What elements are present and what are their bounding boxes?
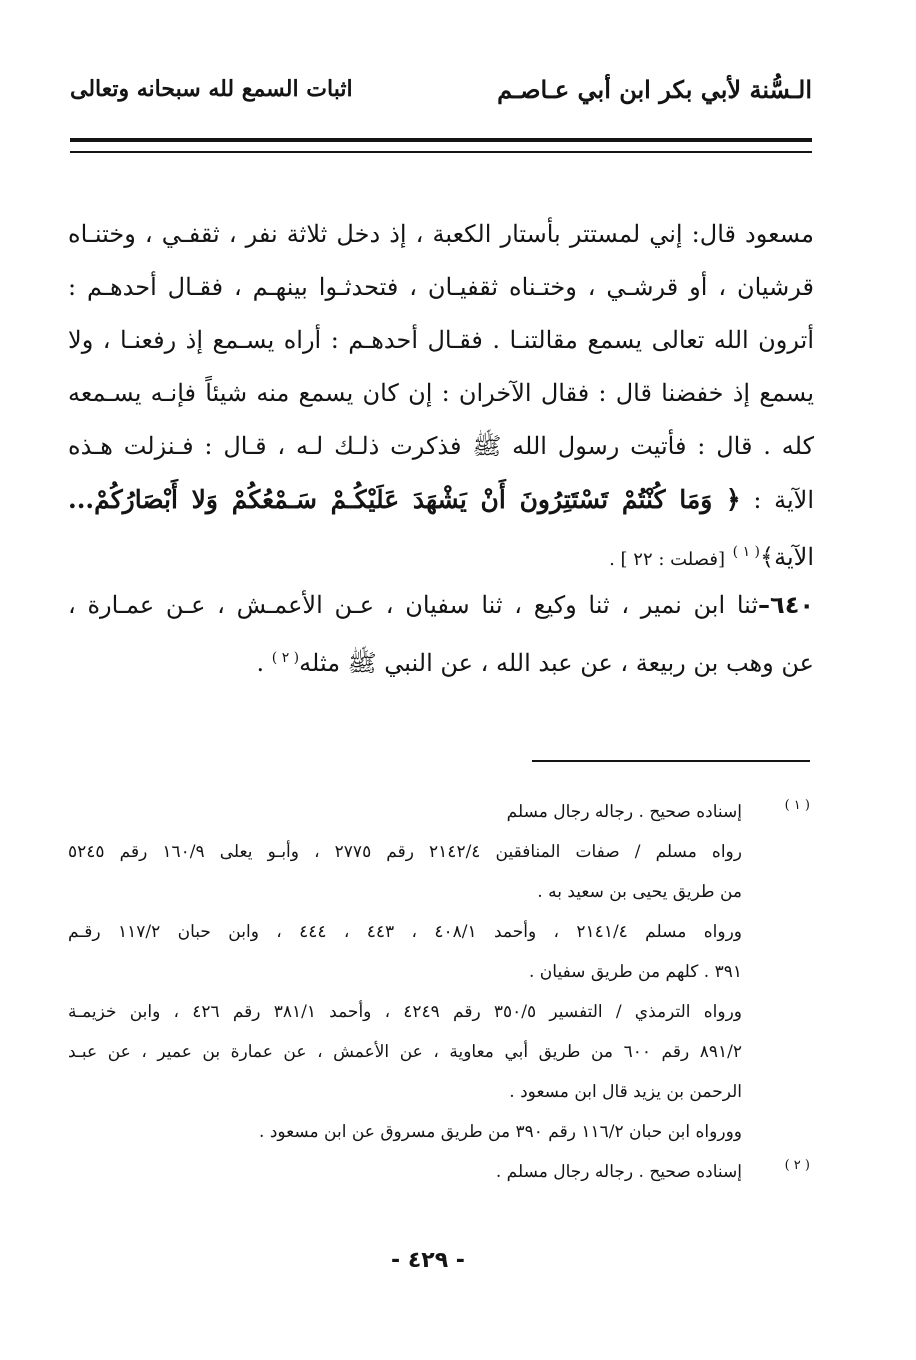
footnote-ref-1[interactable]: ( ١ ) [732, 544, 761, 560]
quran-verse: ﴿ وَمَا كُنْتُمْ تَسْتَتِرُونَ أَنْ يَشْهَدَ عَلَيْكُـمْ سَـمْعُكُمْ وَلا أَبْصَارُكُمْ... [68, 485, 741, 514]
footnote-2 [68, 1152, 814, 1192]
footnote-line: ٨٩١/٢ رقم ٦٠٠ من طريق أبي معاوية ، عن الأعمش ، عن عمارة بن عمير ، عن عبـد [68, 1042, 742, 1062]
chapter-title: اثبات السمع لله سبحانه وتعالى [70, 76, 353, 102]
verse-citation: [فصلت : ٢٢ ] . [609, 549, 726, 570]
hadith-text-end: عن وهب بن ربيعة ، عن عبد الله ، عن النبي ﷺ مثله [299, 649, 814, 677]
verse-intro: الآية : [753, 486, 814, 514]
verse-end-line [68, 526, 814, 579]
text-line: كله . قال : فأتيت رسول الله ﷺ فذكرت ذلـك لـه ، قـال : فـنزلت هـذه [68, 432, 814, 460]
running-header [70, 64, 812, 114]
footnote-line: ورواه الترمذي / التفسير ٣٥٠/٥ رقم ٤٢٤٩ ، وأحمد ٣٨١/١ رقم ٤٢٦ ، وابن خزيمـة [68, 1002, 742, 1022]
footnote-line: إسناده صحيح . رجاله رجال مسلم [506, 802, 742, 822]
hadith-dash: – [758, 591, 771, 619]
verse-line [68, 473, 814, 526]
footnote-line: الرحمن بن يزيد قال ابن مسعود . [509, 1082, 742, 1102]
footnote-separator [532, 760, 810, 762]
page-number: - ٤٢٩ - [391, 1248, 465, 1273]
footnote-line: إسناده صحيح . رجاله رجال مسلم . [495, 1162, 742, 1182]
footnote-marker: ( ٢ ) [784, 1158, 810, 1173]
verse-end: الآية﴾ [760, 543, 814, 571]
header-rule-thin [70, 151, 812, 153]
hadith-number: ٦٤٠ [770, 591, 814, 619]
hadith-line-end [68, 632, 814, 685]
footnote-line: ٣٩١ . كلهم من طريق سفيان . [528, 962, 742, 982]
text-line: أترون الله تعالى يسمع مقالتنـا . فقـال أحدهـم : أراه يسـمع إذ رفعنـا ، ولا [68, 326, 814, 354]
footnote-line: من طريق يحيى بن سعيد به . [537, 882, 742, 902]
footnote-line: رواه مسلم / صفات المنافقين ٢١٤٢/٤ رقم ٢٧٧٥ ، وأبـو يعلى ١٦٠/٩ رقم ٥٢٤٥ [68, 842, 742, 862]
text-line: قرشيان ، أو قرشـي ، وختـناه ثقفيـان ، فتحدثـوا بينهـم ، فقـال أحدهـم : [68, 273, 814, 301]
footnote-ref-2[interactable]: ( ٢ ) [271, 650, 300, 666]
hadith-text: ثنا ابن نمير ، ثنا وكيع ، ثنا سفيان ، عـن الأعمـش ، عـن عمـارة ، [68, 591, 759, 619]
book-title: الـسُّنة لأبي بكر ابن أبي عـاصـم [497, 74, 812, 104]
hadith-period: . [256, 649, 272, 677]
text-line: مسعود قال: إني لمستتر بأستار الكعبة ، إذ دخل ثلاثة نفر ، ثقفـي ، وختنـاه [68, 220, 814, 248]
hadith-line [68, 579, 814, 632]
main-text [68, 208, 814, 685]
footnote-1 [68, 792, 814, 1152]
header-rule-thick [70, 138, 812, 142]
footnote-marker: ( ١ ) [784, 798, 810, 813]
footnote-line: ورواه مسلم ٢١٤١/٤ ، وأحمد ٤٠٨/١ ، ٤٤٣ ، ٤٤٤ ، وابن حبان ١١٧/٢ رقـم [68, 922, 742, 942]
footnote-line: وورواه ابن حبان ١١٦/٢ رقم ٣٩٠ من طريق مسروق عن ابن مسعود . [259, 1122, 742, 1142]
footnotes [68, 792, 814, 1192]
text-line: يسمع إذ خفضنا قال : فقال الآخران : إن كان يسمع منه شيئاً فإنـه يسـمعه [68, 379, 814, 407]
